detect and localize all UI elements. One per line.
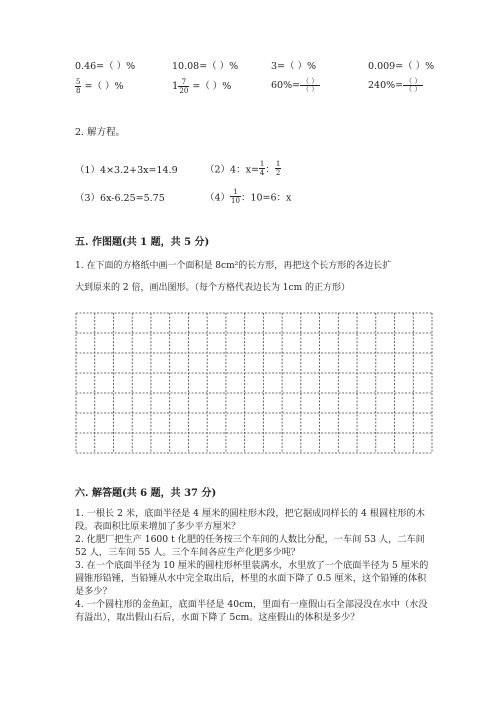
fill-blank-5: $\frac{5}{8}$ =（ ）% — [76, 78, 124, 95]
fill-blank-3: 3=（ ）% — [271, 61, 317, 72]
equation-1: （1）4×3.2+3x=14.9 — [75, 165, 178, 176]
fraction: $\frac{5}{8}$ — [76, 78, 81, 95]
section-5-line-2: 大到原来的 2 倍，画出图形。（每个方格代表边长为 1cm 的正方形） — [75, 283, 350, 293]
fill-blank-1: 0.46=（ ）% — [75, 61, 136, 72]
fraction: $\frac{1}{4}$ — [259, 160, 265, 177]
grid-paper — [75, 312, 433, 454]
fill-blank-4: 0.009=（ ）% — [368, 61, 435, 72]
section-2-title: 2. 解方程。 — [75, 127, 126, 138]
blank-fraction: $\frac{( )}{( )}$ — [405, 77, 422, 93]
section-6-heading: 六. 解答题(共 6 题，共 37 分) — [75, 488, 217, 499]
problem-3: 3. 在一个底面半径为 10 厘米的圆柱形杯里装满水，水里放了一个底面半径为 5 厘米的圆锥形铅锤，当铅锤从水中完全取出后，杯里的水面下降了 0.5 厘米，这个铅锤的体积是多少？ — [75, 560, 429, 597]
equation-3: （3）6x-6.25=5.75 — [75, 193, 165, 204]
section-5-heading: 五. 作图题(共 1 题，共 5 分) — [75, 237, 210, 248]
section-5-line-1: 1. 在下面的方格纸中画一个面积是 8cm²的长方形，再把这个长方形的各边长扩 — [75, 261, 392, 271]
fraction: $\frac{1}{10}$ — [231, 188, 240, 205]
problem-4: 4. 一个圆柱形的金鱼缸，底面半径是 40cm，里面有一座假山石全部浸没在水中（水没有溢出），取出假山石后，水面下降了 5cm。这座假山的体积是多少？ — [75, 599, 428, 623]
blank-fraction: $\frac{( )}{( )}$ — [302, 77, 319, 93]
fill-blank-8: 240%= $\frac{( )}{( )}$ — [368, 77, 422, 93]
equation-4: （4） $\frac{1}{10}$ ：10=6：x — [205, 188, 292, 205]
fill-blank-6: 1 $\frac{7}{20}$ =（ ）% — [172, 78, 232, 95]
equation-2: （2）4：x= $\frac{1}{4}$ ： $\frac{1}{2}$ — [205, 160, 281, 177]
fraction: $\frac{1}{2}$ — [275, 160, 281, 177]
fill-blank-2: 10.08=（ ）% — [172, 61, 239, 72]
problem-1: 1. 一根长 2 米，底面半径是 4 厘米的圆柱形木段，把它据成同样长的 4 根圆柱形的木段。表面积比原来增加了多少平方厘米？ — [75, 508, 425, 532]
problem-2: 2. 化肥厂把生产 1600 t 化肥的任务按三个车间的人数比分配，一车间 53 人，二车间 52 人，三车间 55 人。三个车间各应生产化肥多少吨？ — [75, 534, 425, 558]
fraction: $\frac{7}{20}$ — [179, 78, 189, 95]
fill-blank-7: 60%= $\frac{( )}{( )}$ — [271, 77, 319, 93]
